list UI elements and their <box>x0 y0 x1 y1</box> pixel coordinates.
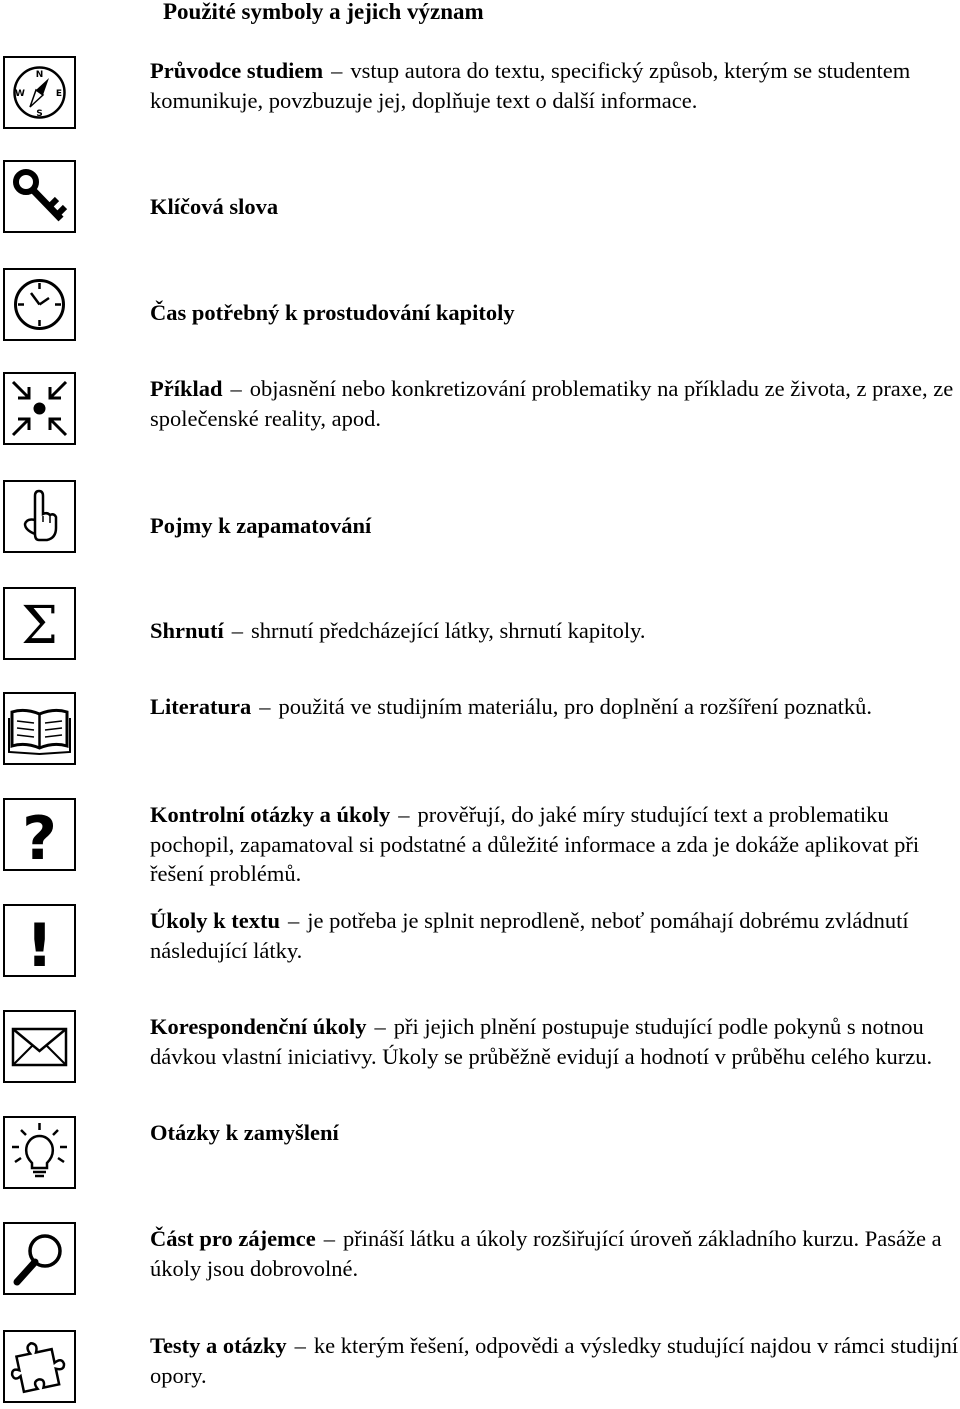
dash: – <box>231 618 244 643</box>
envelope-icon <box>3 1010 76 1083</box>
term: Testy a otázky <box>150 1333 287 1358</box>
svg-text:N: N <box>35 70 44 80</box>
svg-text:Σ: Σ <box>21 596 58 656</box>
description: objasnění nebo konkretizování problematiky na příkladu ze života, z praxe, ze společenské reality, apod. <box>150 376 954 431</box>
svg-text:S: S <box>36 109 43 119</box>
open-book-icon <box>3 692 76 765</box>
description: vstup autora do textu, specifický způsob, kterým se studentem komunikuje, povzbuzuje jej, doplňuje text o další informace. <box>150 58 911 113</box>
description: při jejich plnění postupuje studující podle pokynů s notnou dávkou vlastní iniciativy. Úkoly se průběžně evidují a hodnotí v průběhu celého kurzu. <box>150 1014 933 1069</box>
term: Čas potřebný k prostudování kapitoly <box>150 300 515 325</box>
dash: – <box>288 908 300 933</box>
term: Otázky k zamyšlení <box>150 1120 339 1145</box>
term: Korespondenční úkoly <box>150 1014 367 1039</box>
description: shrnutí předcházející látky, shrnutí kapitoly. <box>251 618 646 643</box>
magnifier-icon <box>3 1222 76 1295</box>
description: přináší látku a úkoly rozšiřující úroveň základního kurzu. Pasáže a úkoly jsou dobrovolné. <box>150 1226 942 1281</box>
dash: – <box>294 1333 306 1358</box>
dash: – <box>323 1226 336 1251</box>
page-heading: Použité symboly a jejich význam <box>163 0 484 24</box>
term: Klíčová slova <box>150 194 279 219</box>
light-bulb-icon <box>3 1116 76 1189</box>
dash: – <box>374 1014 386 1039</box>
clock-icon <box>3 268 76 341</box>
term: Úkoly k textu <box>150 908 281 933</box>
term: Pojmy k zapamatování <box>150 513 372 538</box>
puzzle-piece-icon <box>3 1330 76 1403</box>
description: použitá ve studijním materiálu, pro doplnění a rozšíření poznatků. <box>278 694 873 719</box>
description: je potřeba je splnit neprodleně, neboť pomáhají dobrému zvládnutí následující látky. <box>150 908 909 963</box>
term: Část pro zájemce <box>150 1226 316 1251</box>
term: Průvodce studiem <box>150 58 324 83</box>
term: Shrnutí <box>150 618 224 643</box>
dash: – <box>331 58 343 83</box>
sigma-icon <box>3 587 76 660</box>
svg-text:W: W <box>15 89 25 99</box>
compass-icon <box>3 56 76 129</box>
dash: – <box>398 802 410 827</box>
svg-text:!: ! <box>25 911 54 975</box>
svg-text:E: E <box>55 89 63 99</box>
term: Příklad <box>150 376 223 401</box>
svg-text:?: ? <box>22 804 57 869</box>
description: prověřují, do jaké míry studující text a problematiku pochopil, zapamatoval si podstatné a důležité informace a zda je dokáže aplikovat při řešení problémů. <box>150 802 920 886</box>
converging-arrows-icon <box>3 372 76 445</box>
question-mark-icon <box>3 798 76 871</box>
raised-finger-icon <box>3 480 76 553</box>
key-icon <box>3 160 76 233</box>
description: ke kterým řešení, odpovědi a výsledky studující najdou v rámci studijní opory. <box>150 1333 959 1388</box>
exclamation-mark-icon <box>3 904 76 977</box>
dash: – <box>259 694 271 719</box>
term: Kontrolní otázky a úkoly <box>150 802 391 827</box>
dash: – <box>230 376 242 401</box>
term: Literatura <box>150 694 252 719</box>
